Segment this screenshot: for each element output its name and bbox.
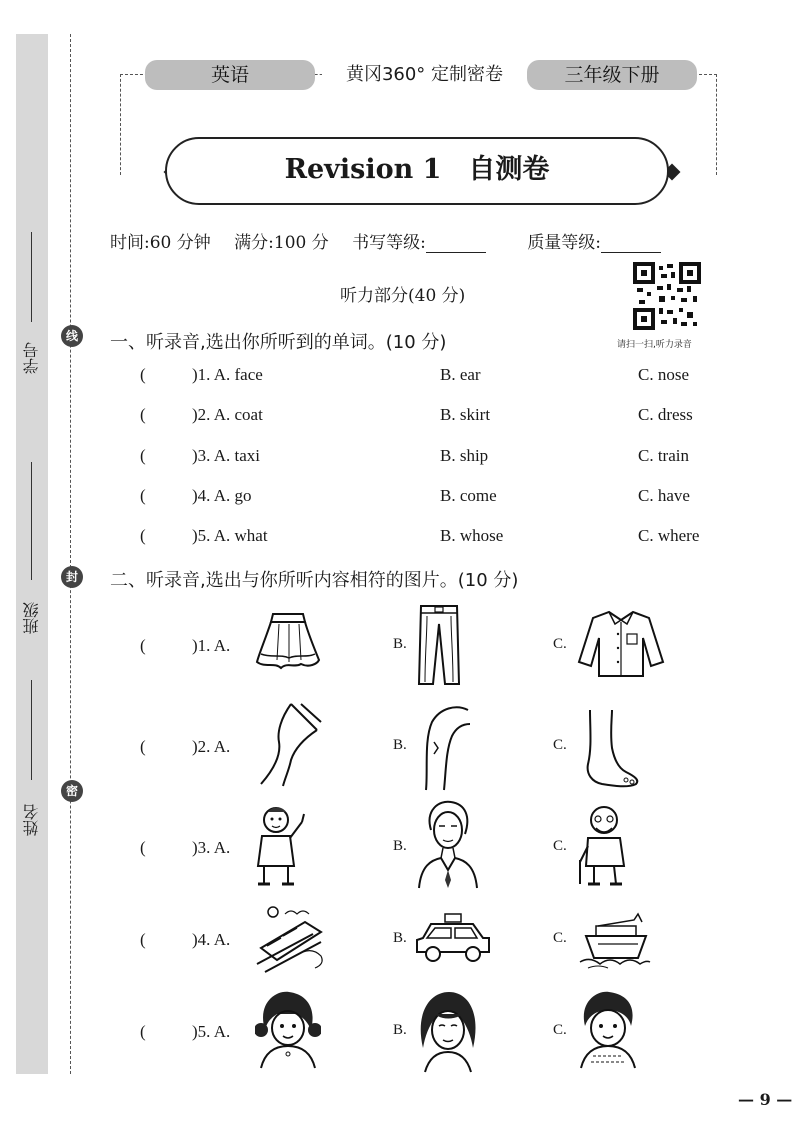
qr-caption: 请扫一扫,听力录音: [617, 340, 692, 350]
option-a: )1. A. face: [192, 365, 263, 384]
page-title: Revision 1 自测卷: [284, 154, 550, 185]
answer-blank[interactable]: (: [140, 486, 146, 505]
option-c: C.: [553, 930, 567, 946]
answer-blank[interactable]: (: [140, 365, 146, 384]
page-number: — 9 —: [738, 1090, 793, 1109]
option-b: B. whose: [440, 526, 504, 545]
option-c: C. have: [638, 486, 690, 505]
seal-feng: 封: [61, 566, 83, 588]
option-b: B.: [393, 838, 407, 854]
option-c: C. train: [638, 446, 689, 465]
option-a: )4. A.: [192, 930, 231, 949]
leg-picture[interactable]: [255, 702, 325, 788]
option-b: B. come: [440, 486, 497, 505]
option-c: C.: [553, 1022, 567, 1038]
option-c: C.: [553, 636, 567, 652]
shirt-picture[interactable]: [575, 608, 667, 678]
part1-heading: 一、听录音,选出你所听到的单词。(10 分): [110, 332, 447, 353]
answer-blank[interactable]: (: [140, 930, 146, 949]
part2-heading: 二、听录音,选出与你所听内容相符的图片。(10 分): [110, 570, 519, 591]
option-a: )5. A. what: [192, 526, 268, 545]
option-b: B.: [393, 930, 407, 946]
option-c: C. nose: [638, 365, 689, 384]
listening-section-title: 听力部分(40 分): [340, 286, 466, 306]
option-c: C.: [553, 737, 567, 753]
girl-picture[interactable]: [255, 990, 321, 1070]
class-label: 班级: [22, 602, 41, 634]
trousers-picture[interactable]: [415, 604, 463, 686]
cut-line: [70, 34, 71, 1074]
writing-grade-info: 书写等级:: [352, 233, 504, 253]
man-picture[interactable]: [254, 804, 310, 888]
answer-blank[interactable]: (: [140, 1022, 146, 1041]
woman-head-picture[interactable]: [415, 990, 481, 1074]
option-b: B.: [393, 737, 407, 753]
answer-blank[interactable]: (: [140, 737, 146, 756]
boy-picture[interactable]: [575, 990, 641, 1070]
option-c: C.: [553, 838, 567, 854]
option-a: )4. A. go: [192, 486, 252, 505]
name-label: 姓名: [22, 804, 41, 836]
option-a: )1. A.: [192, 636, 231, 655]
seal-mi: 密: [61, 780, 83, 802]
option-a: )2. A.: [192, 737, 231, 756]
option-b: B.: [393, 1022, 407, 1038]
exam-info: [110, 228, 697, 253]
option-a: )3. A.: [192, 838, 231, 857]
qr-code-icon[interactable]: [633, 262, 701, 330]
brand-text: 黄冈360° 定制密卷: [322, 60, 527, 90]
option-a: )2. A. coat: [192, 405, 263, 424]
option-b: B. ship: [440, 446, 489, 465]
option-a: )5. A.: [192, 1022, 231, 1041]
student-id-label: 学号: [22, 342, 41, 374]
subject-pill: 英语: [145, 60, 315, 90]
knee-picture[interactable]: [418, 700, 472, 792]
option-b: B.: [393, 636, 407, 652]
answer-blank[interactable]: (: [140, 526, 146, 545]
answer-blank[interactable]: (: [140, 838, 146, 857]
taxi-picture[interactable]: [415, 912, 491, 966]
class-line: [31, 462, 32, 580]
name-line: [31, 680, 32, 780]
option-b: B. ear: [440, 365, 481, 384]
ship-picture[interactable]: [578, 906, 652, 972]
option-b: B. skirt: [440, 405, 491, 424]
answer-blank[interactable]: (: [140, 636, 146, 655]
grade-pill: 三年级下册: [527, 60, 697, 90]
time-info: 时间:60 分钟: [110, 233, 211, 253]
quality-grade-info: 质量等级:: [527, 233, 679, 253]
grandpa-picture[interactable]: [576, 802, 636, 888]
skirt-picture[interactable]: [255, 610, 321, 672]
foot-picture[interactable]: [578, 708, 642, 790]
option-c: C. dress: [638, 405, 693, 424]
woman-picture[interactable]: [415, 800, 481, 890]
option-a: )3. A. taxi: [192, 446, 260, 465]
train-picture[interactable]: [255, 902, 327, 976]
full-score-info: 满分:100 分: [234, 233, 329, 253]
binding-strip: [16, 34, 48, 1074]
seal-xian: 线: [61, 325, 83, 347]
student-id-line: [31, 232, 32, 322]
option-c: C. where: [638, 526, 700, 545]
answer-blank[interactable]: (: [140, 446, 146, 465]
answer-blank[interactable]: (: [140, 405, 146, 424]
